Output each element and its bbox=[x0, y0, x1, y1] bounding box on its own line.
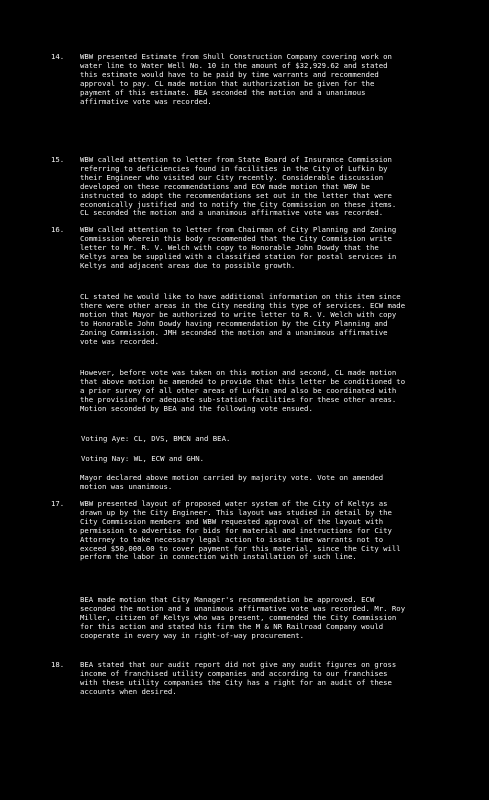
item-number: 18. bbox=[51, 660, 65, 669]
voting-aye: Voting Aye: CL, DVS, BMCN and BEA. bbox=[81, 434, 231, 443]
item-number: 17. bbox=[51, 499, 65, 508]
voting-nay: Voting Nay: WL, ECW and GHN. bbox=[81, 454, 205, 463]
item-paragraph: WBW called attention to letter from State Board of Insurance Commission referring to deficiencies found in facilities in the City of Lufkin by their Engineer who visited our City recently. Considerable discussion developed on these recommendations and ECW made motion that WBW be instructed to adopt the recommendations set out in the letter that were economically justified and to notify the City Commission on these items. CL seconded the motion and a unanimous affirmative vote was recorded. bbox=[80, 155, 397, 218]
item-number: 14. bbox=[51, 52, 65, 61]
item-paragraph: WBW called attention to letter from Chairman of City Planning and Zoning Commission wherein this body recommended that the City Commission write letter to Mr. R. V. Welch with copy to Honorable John Dowdy that the Keltys area be supplied with a classified station for postal services in Keltys and adjacent areas due to possible growth. bbox=[80, 225, 397, 270]
item-paragraph: Mayor declared above motion carried by majority vote. Vote on amended motion was unanimous. bbox=[80, 473, 384, 491]
item-paragraph: BEA stated that our audit report did not give any audit figures on gross income of franchised utility companies and according to our franchises with these utility companies the City has a right for an audit of these accounts when desired. bbox=[80, 660, 397, 696]
item-paragraph: WBW presented layout of proposed water system of the City of Keltys as drawn up by the City Engineer. This layout was studied in detail by the City Commission members and WBW requested approval of the layout with permission to advertise for bids for material and instructions for City Attorney to take necessary legal action to issue time warrants not to exceed $50,000.00 to cover payment for this material, since the City will perform the labor in connection with installation of such line. bbox=[80, 499, 401, 562]
item-paragraph: WBW presented Estimate from Shull Construction Company covering work on water line to Water Well No. 10 in the amount of $32,929.62 and stated this estimate would have to be paid by time warrants and recommended approval to pay. CL made motion that authorization be given for the payment of this estimate. BEA seconded the motion and a unanimous affirmative vote was recorded. bbox=[80, 52, 392, 106]
item-paragraph: BEA made motion that City Manager's recommendation be approved. ECW seconded the motion and a unanimous affirmative vote was recorded. Mr. Roy Miller, citizen of Keltys who was present, commended the City Commission for this action and stated his firm the M & NR Railroad Company would cooperate in every way in right-of-way procurement. bbox=[80, 595, 406, 640]
item-paragraph: However, before vote was taken on this motion and second, CL made motion that above motion be amended to provide that this letter be conditioned to a prior survey of all other areas of Lufkin and also be coordinated with the provision for adequate sub-station facilities for these other areas. Motion seconded by BEA and the following vote ensued. bbox=[80, 368, 406, 413]
item-paragraph: CL stated he would like to have additional information on this item since there were other areas in the City needing this type of services. ECW made motion that Mayor be authorized to write letter to R. V. Welch with copy to Honorable John Dowdy having recommendation by the City Planning and Zoning Commission. JMH seconded the motion and a unanimous affirmative vote was recorded. bbox=[80, 292, 406, 346]
item-number: 15. bbox=[51, 155, 65, 164]
item-number: 16. bbox=[51, 225, 65, 234]
